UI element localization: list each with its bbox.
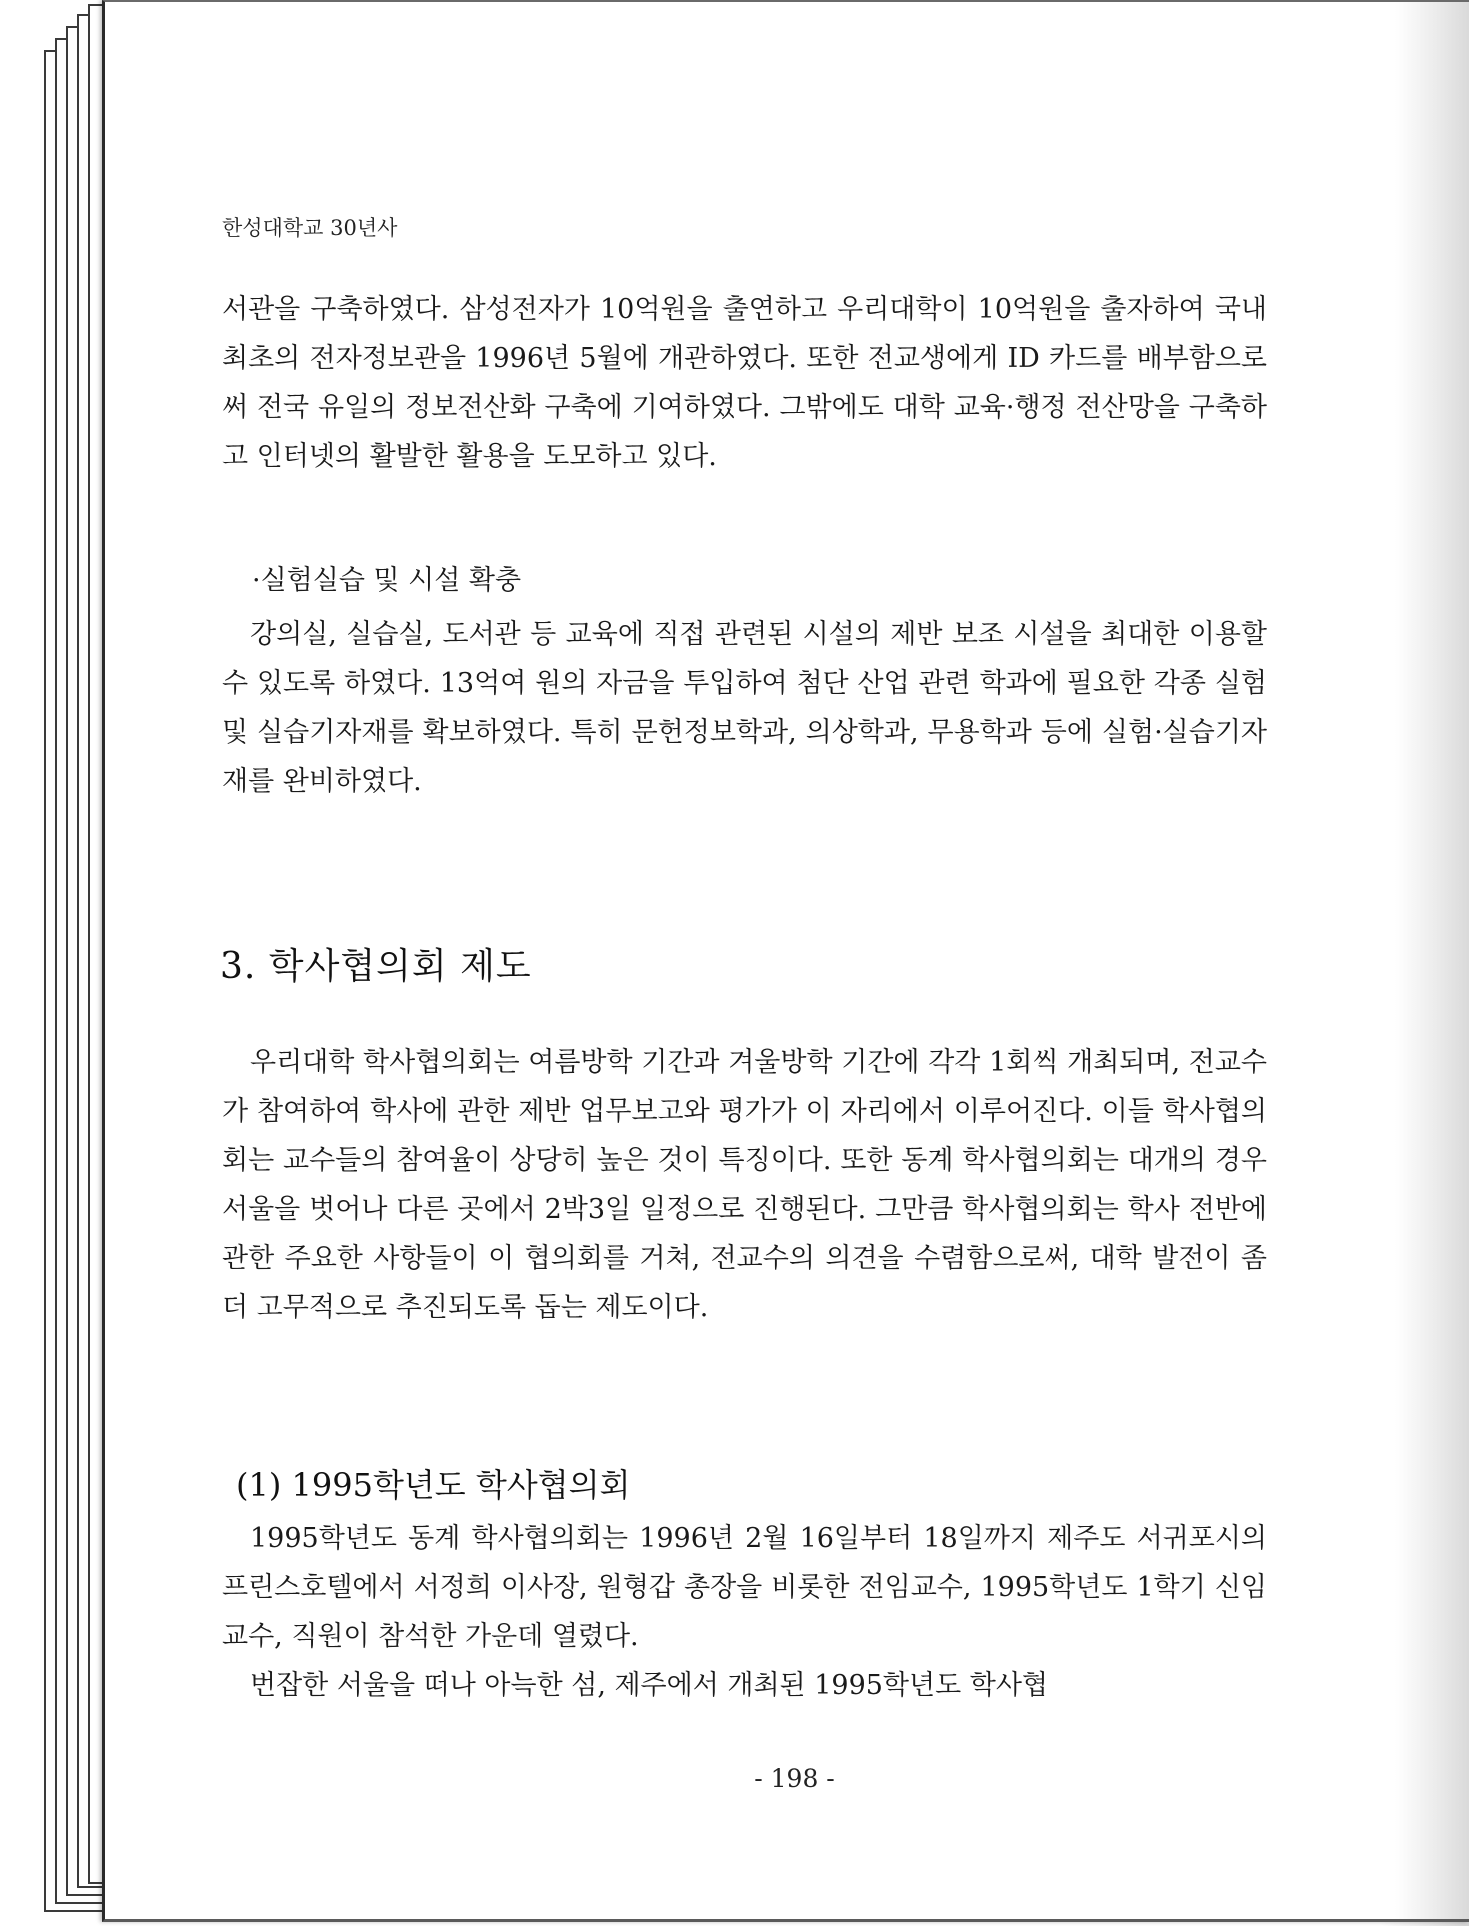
paragraph-text: 번잡한 서울을 떠나 아늑한 섬, 제주에서 개최된 1995학년도 학사협 bbox=[250, 1670, 1049, 1701]
page-number: - 198 - bbox=[754, 1764, 835, 1793]
paragraph-library bbox=[222, 285, 1267, 481]
paragraph-council-intro bbox=[222, 1038, 1267, 1332]
paragraph-text: 우리대학 학사협의회는 여름방학 기간과 겨울방학 기간에 각각 1회씩 개최되며, 전교수가 참여하여 학사에 관한 제반 업무보고와 평가가 이 자리에서 이루어진다. 이들 학사협의회는 교수들의 참여율이 상당히 높은 것이 특징이다. 또한 동계 학사협의회는 대개의 경우 서울을 벗어나 다른 곳에서 2박3일 일정으로 진행된다. 그만큼 학사협의회는 학사 전반에 관한 주요한 사항들이 이 협의회를 거쳐, 전교수의 의견을 수렴함으로써, 대학 발전이 좀더 고무적으로 추진되도록 돕는 제도이다. bbox=[222, 1047, 1267, 1323]
paragraph-text: 1995학년도 동계 학사협의회는 1996년 2월 16일부터 18일까지 제주도 서귀포시의 프린스호텔에서 서정희 이사장, 원형갑 총장을 비롯한 전임교수, 1995학년도 1학기 신임교수, 직원이 참석한 가운데 열렸다. bbox=[222, 1523, 1267, 1652]
paragraph-1995-council bbox=[222, 1514, 1267, 1710]
paragraph-text: 서관을 구축하였다. 삼성전자가 10억원을 출연하고 우리대학이 10억원을 출자하여 국내 최초의 전자정보관을 1996년 5월에 개관하였다. 또한 전교생에게 ID 카드를 배부함으로써 전국 유일의 정보전산화 구축에 기여하였다. 그밖에도 대학 교육·행정 전산망을 구축하고 인터넷의 활발한 활용을 도모하고 있다. bbox=[222, 294, 1267, 472]
running-header: 한성대학교 30년사 bbox=[222, 216, 398, 240]
paragraph-text: 강의실, 실습실, 도서관 등 교육에 직접 관련된 시설의 제반 보조 시설을 최대한 이용할 수 있도록 하였다. 13억여 원의 자금을 투입하여 첨단 산업 관련 학과에 필요한 각종 실험 및 실습기자재를 확보하였다. 특히 문헌정보학과, 의상학과, 무용학과 등에 실험·실습기자재를 완비하였다. bbox=[222, 619, 1267, 797]
section-heading: 3. 학사협의회 제도 bbox=[220, 946, 532, 987]
paragraph-facilities bbox=[222, 610, 1267, 806]
bullet-heading: ·실험실습 및 시설 확충 bbox=[252, 565, 522, 596]
subsection-heading: (1) 1995학년도 학사협의회 bbox=[236, 1466, 631, 1504]
